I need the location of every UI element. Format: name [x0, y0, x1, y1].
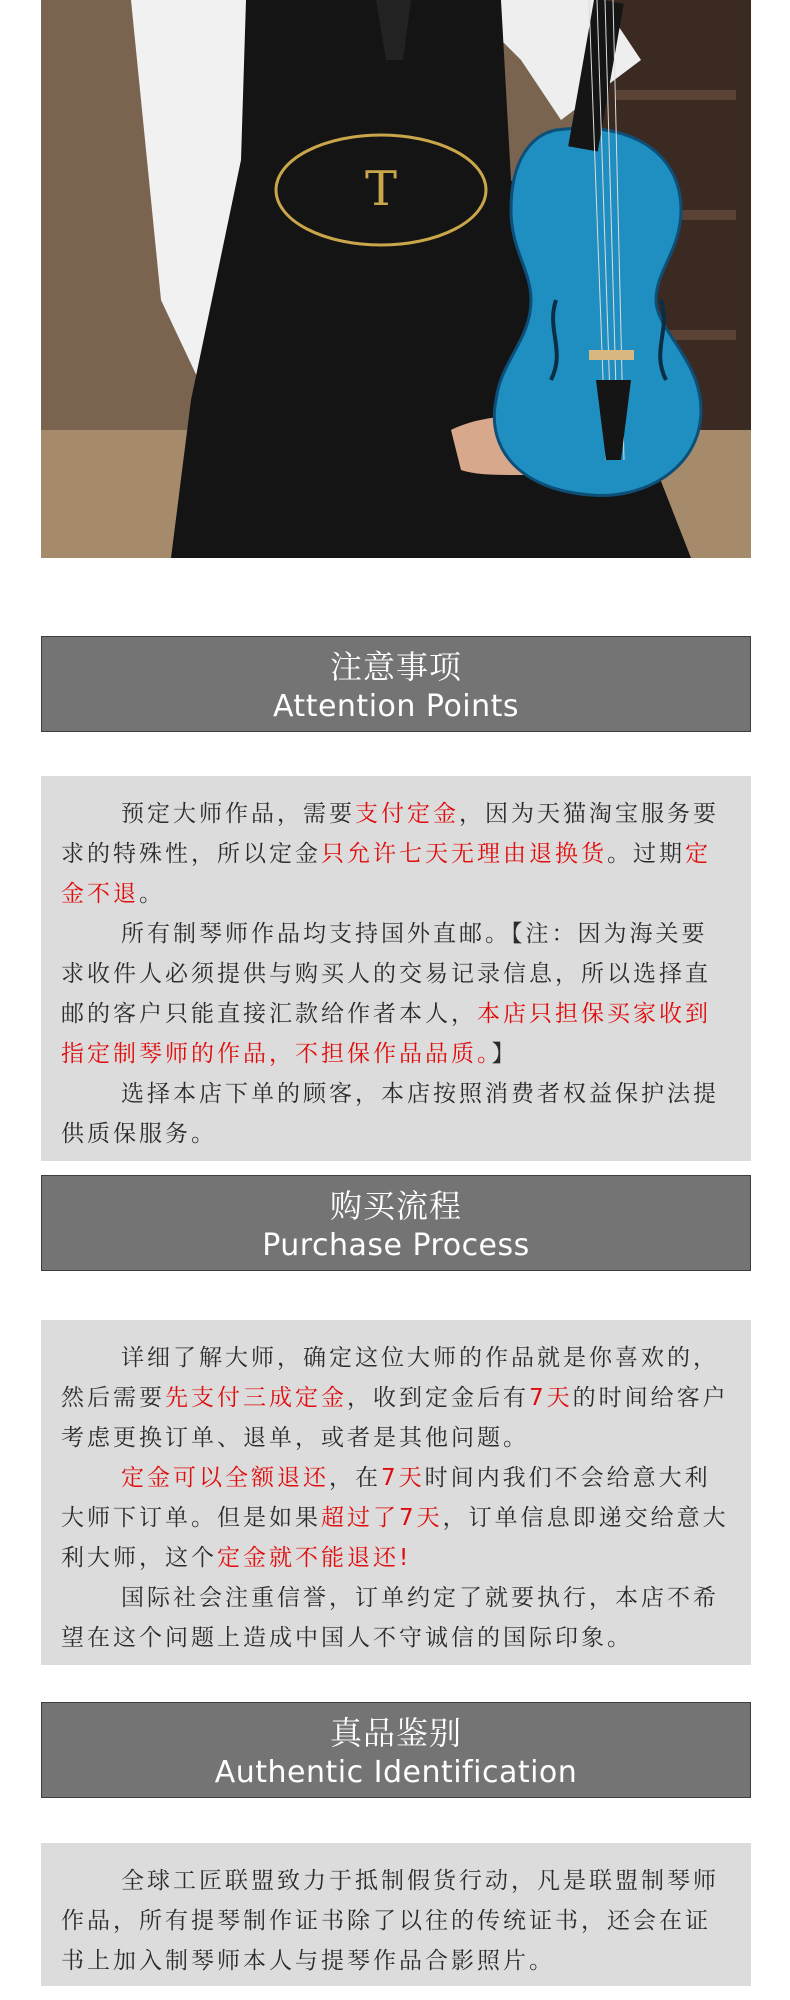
- attention-paragraph-2: 所有制琴师作品均支持国外直邮。【注：因为海关要求收件人必须提供与购买人的交易记录信息，所以选择直邮的客户只能直接汇款给作者本人，本店只担保买家收到指定制琴师的作品，不担保作品品质。】: [61, 921, 711, 1067]
- section-header-authentic: [41, 1702, 751, 1798]
- attention-paragraph-1: 预定大师作品，需要支付定金，因为天猫淘宝服务要求的特殊性，所以定金只允许七天无理由退换货。过期定金不退。: [61, 801, 719, 907]
- section-title-en: Authentic Identification: [214, 1755, 578, 1790]
- hero-photo: [41, 0, 751, 558]
- purchase-process-box: [41, 1320, 751, 1665]
- section-title-en: Attention Points: [272, 689, 520, 724]
- section-title-zh: 注意事项: [329, 648, 462, 686]
- svg-text:T: T: [364, 161, 398, 217]
- section-title-zh: 真品鉴别: [329, 1714, 462, 1752]
- purchase-paragraph-1: 详细了解大师，确定这位大师的作品就是你喜欢的，然后需要先支付三成定金，收到定金后有7天的时间给客户考虑更换订单、退单，或者是其他问题。: [61, 1345, 729, 1451]
- section-header-purchase: [41, 1175, 751, 1271]
- attention-points-box: [41, 776, 751, 1161]
- section-title-en: Purchase Process: [262, 1228, 530, 1263]
- violin-photo-illustration: [41, 0, 751, 558]
- purchase-paragraph-2: 定金可以全额退还，在7天时间内我们不会给意大利大师下订单。但是如果超过了7天，订单信息即递交给意大利大师，这个定金就不能退还!: [61, 1465, 729, 1571]
- section-title-zh: 购买流程: [329, 1187, 462, 1225]
- section-header-attention: [41, 636, 751, 732]
- authentic-identification-box: [41, 1843, 751, 1986]
- attention-paragraph-3: 选择本店下单的顾客，本店按照消费者权益保护法提供质保服务。: [61, 1081, 719, 1147]
- purchase-paragraph-3: 国际社会注重信誉，订单约定了就要执行，本店不希望在这个问题上造成中国人不守诚信的国际印象。: [61, 1585, 719, 1651]
- authentic-paragraph-1: 全球工匠联盟致力于抵制假货行动，凡是联盟制琴师作品，所有提琴制作证书除了以往的传统证书，还会在证书上加入制琴师本人与提琴作品合影照片。: [61, 1868, 719, 1974]
